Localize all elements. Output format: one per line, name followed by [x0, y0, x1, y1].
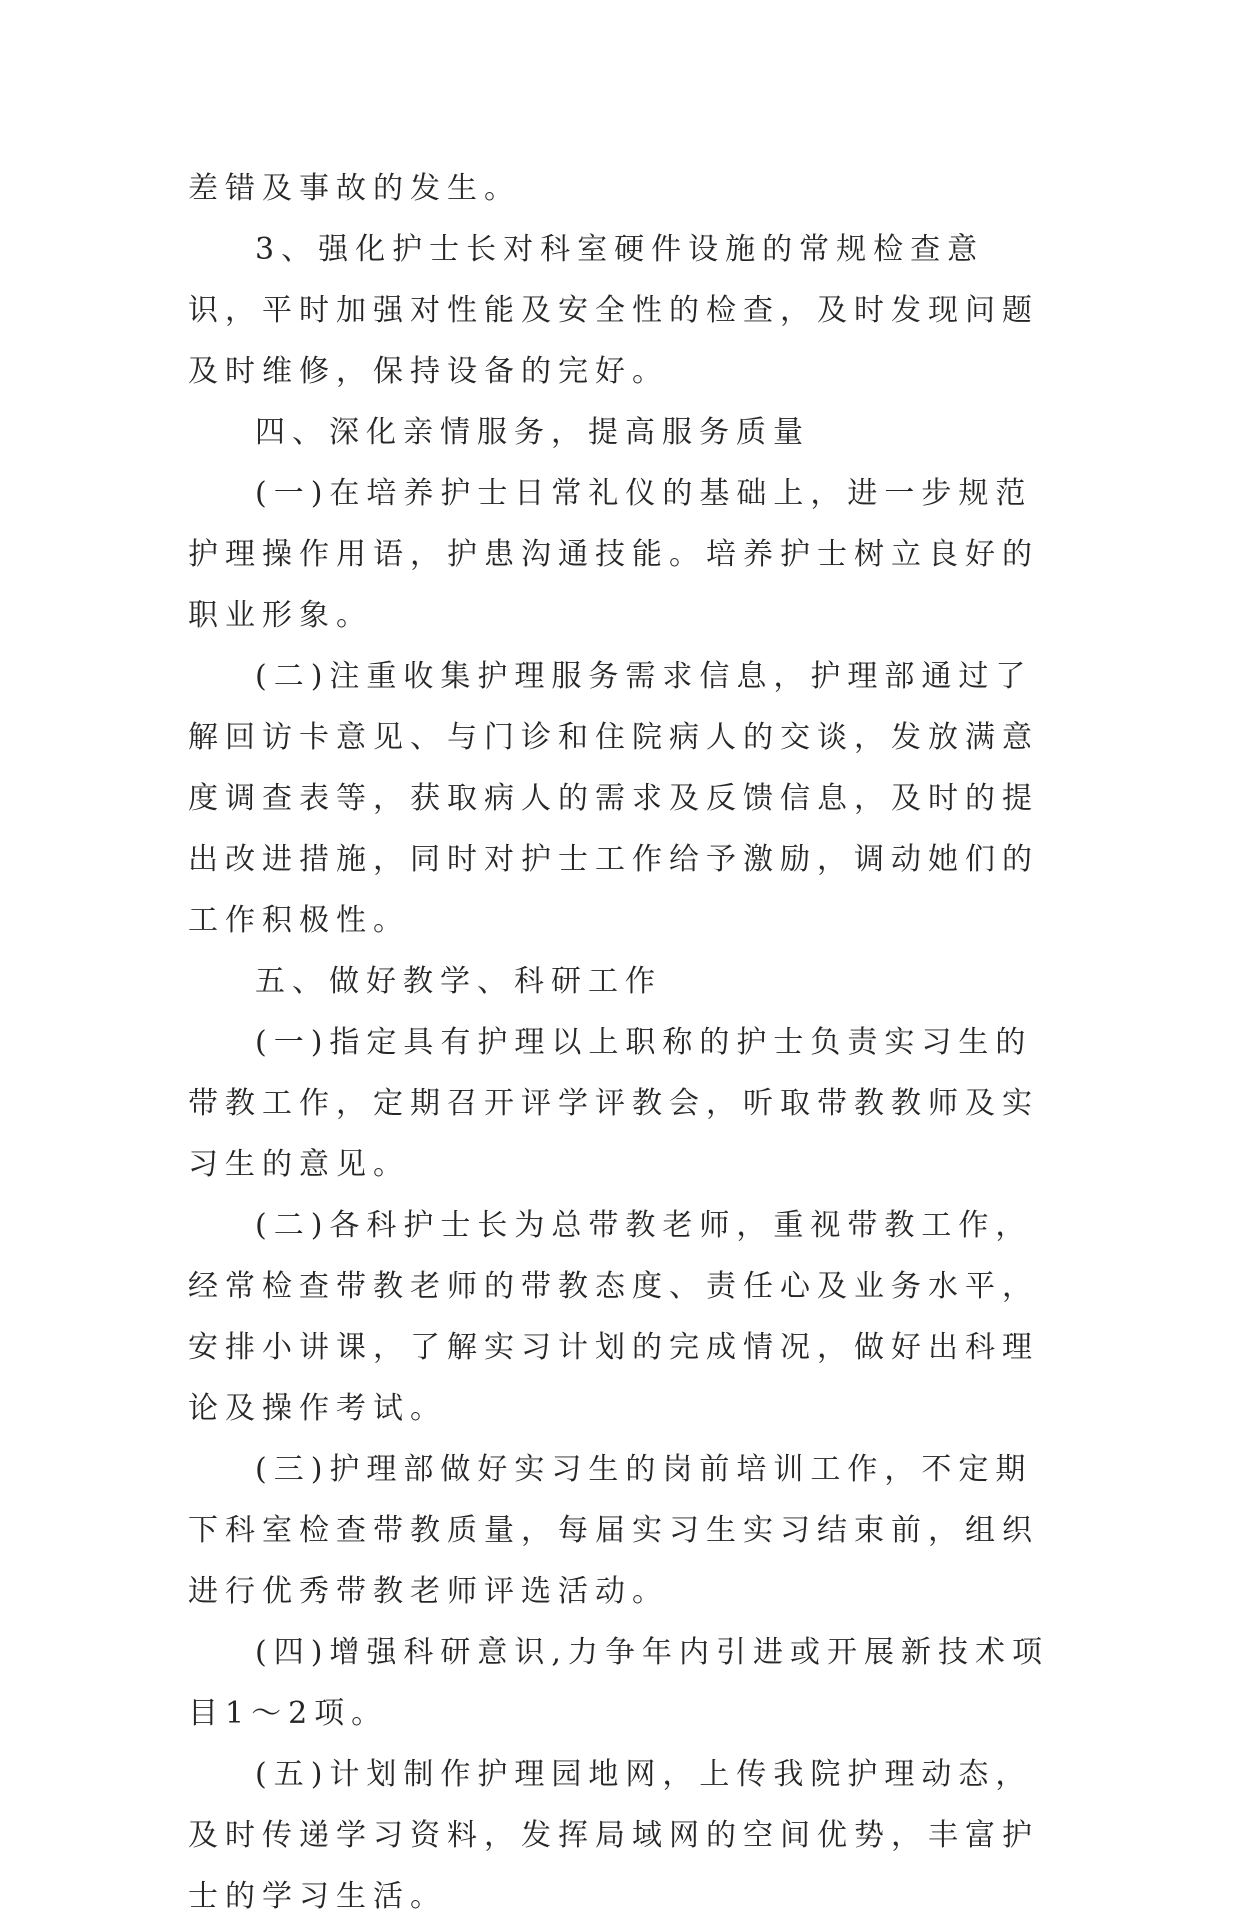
paragraph: (一)指定具有护理以上职称的护士负责实习生的带教工作，定期召开评学评教会，听取带教教师及实习生的意见。: [188, 1025, 1039, 1182]
paragraph: (二)各科护士长为总带教老师，重视带教工作，经常检查带教老师的带教态度、责任心及业务水平，安排小讲课，了解实习计划的完成情况，做好出科理论及操作考试。: [188, 1208, 1039, 1426]
paragraph: (五)计划制作护理园地网，上传我院护理动态，及时传递学习资料，发挥局域网的空间优势，丰富护士的学习生活。: [188, 1757, 1039, 1914]
section-heading: 四、深化亲情服务，提高服务质量: [255, 415, 810, 450]
paragraph: 差错及事故的发生。: [188, 171, 521, 206]
paragraph: (四)增强科研意识,力争年内引进或开展新技术项目1～2项。: [188, 1635, 1049, 1731]
section-heading: 五、做好教学、科研工作: [255, 964, 662, 999]
paragraph: (二)注重收集护理服务需求信息，护理部通过了解回访卡意见、与门诊和住院病人的交谈，发放满意度调查表等，获取病人的需求及反馈信息，及时的提出改进措施，同时对护士工作给予激励，调动她们的工作积极性。: [188, 659, 1039, 938]
paragraph: 3、强化护士长对科室硬件设施的常规检查意识，平时加强对性能及安全性的检查，及时发现问题及时维修，保持设备的完好。: [188, 232, 1039, 389]
paragraph: (三)护理部做好实习生的岗前培训工作，不定期下科室检查带教质量，每届实习生实习结束前，组织进行优秀带教老师评选活动。: [188, 1452, 1039, 1609]
paragraph: (一)在培养护士日常礼仪的基础上，进一步规范护理操作用语，护患沟通技能。培养护士树立良好的职业形象。: [188, 476, 1039, 633]
document-body: [188, 158, 1058, 1927]
